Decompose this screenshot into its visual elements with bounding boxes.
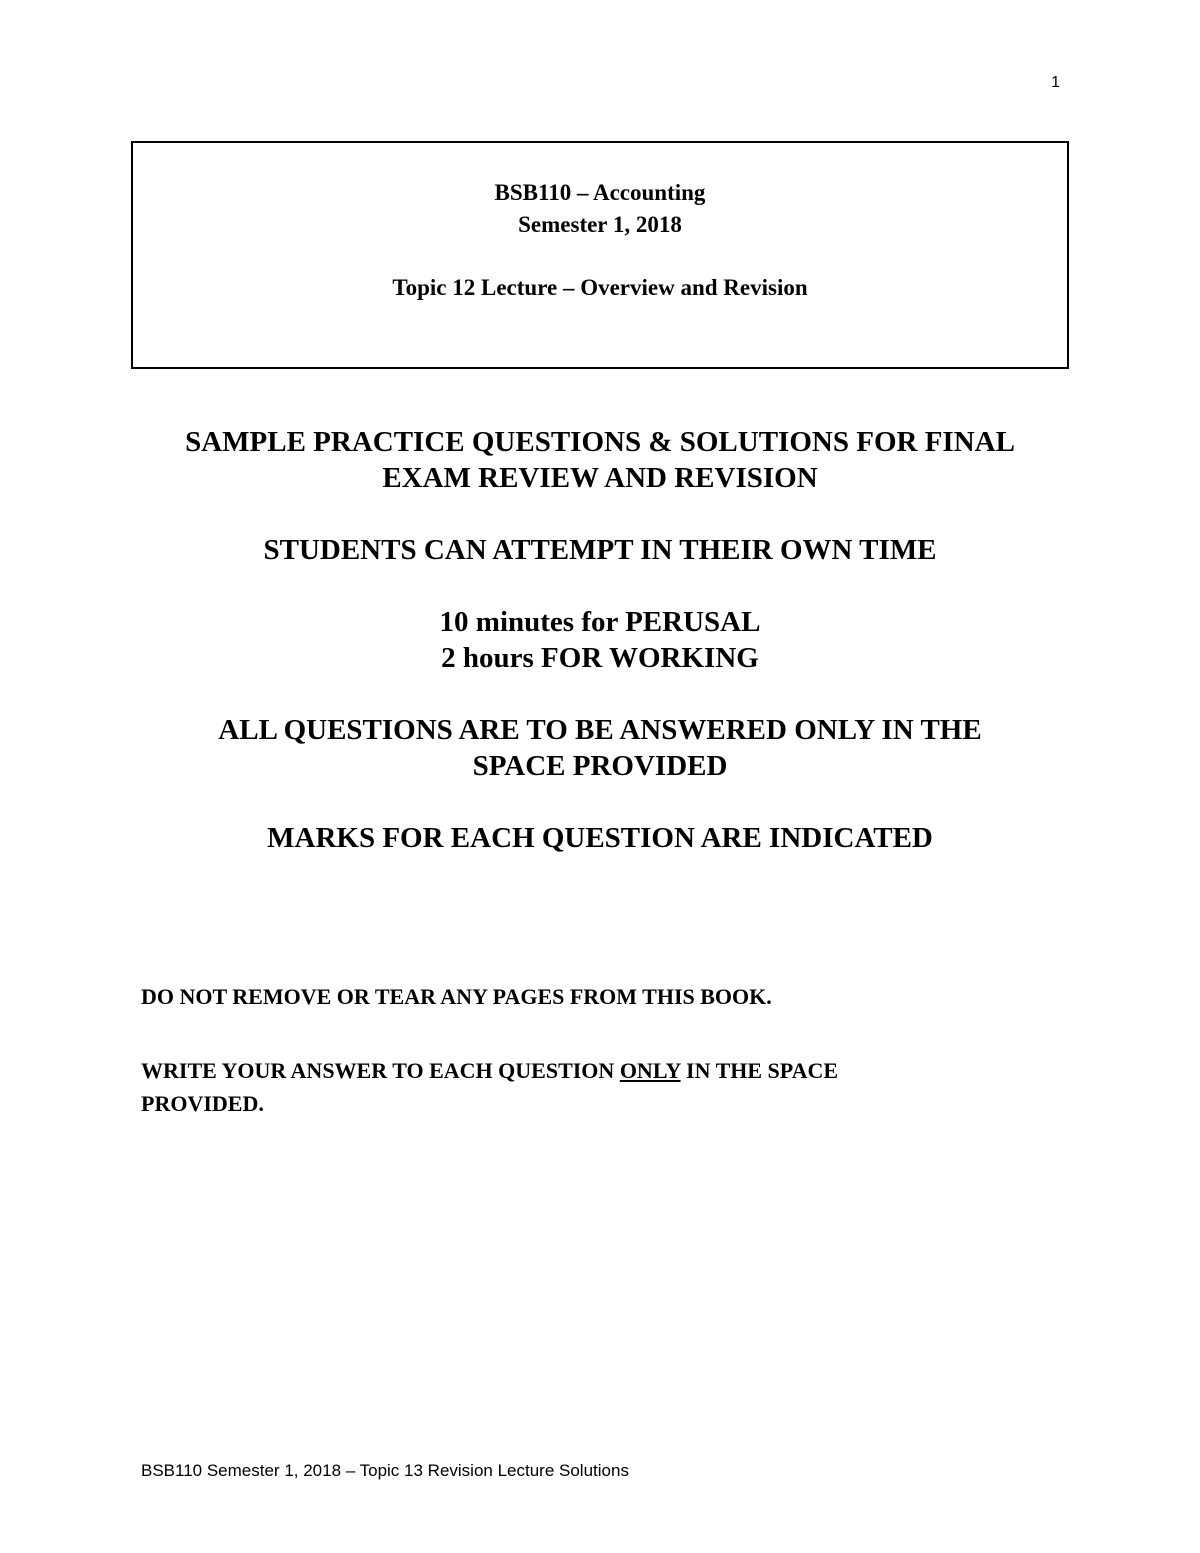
sample-heading-line1: SAMPLE PRACTICE QUESTIONS & SOLUTIONS FOR FINAL: [185, 426, 1015, 458]
do-not-remove-instruction: DO NOT REMOVE OR TEAR ANY PAGES FROM THIS BOOK.: [141, 984, 772, 1009]
answer-heading-line2: SPACE PROVIDED: [472, 750, 728, 782]
title-box: [131, 141, 1069, 369]
write-prefix: WRITE YOUR ANSWER TO EACH QUESTION: [141, 1058, 620, 1083]
topic-title: Topic 12 Lecture – Overview and Revision: [392, 275, 808, 300]
only-emphasis: ONLY: [619, 1058, 681, 1083]
write-answer-instruction: [141, 1054, 1041, 1120]
write-answer-line1: [141, 1054, 1041, 1087]
page-footer: BSB110 Semester 1, 2018 – Topic 13 Revision Lecture Solutions: [141, 1461, 629, 1480]
perusal-time: 10 minutes for PERUSAL: [439, 606, 761, 638]
course-title: BSB110 – Accounting: [494, 180, 706, 205]
sample-heading: [100, 424, 1100, 496]
answer-heading: [100, 712, 1100, 784]
time-heading: [100, 604, 1100, 676]
semester-label: Semester 1, 2018: [518, 212, 682, 237]
working-time: 2 hours FOR WORKING: [441, 642, 759, 674]
write-suffix: IN THE SPACE: [680, 1058, 839, 1083]
marks-heading: MARKS FOR EACH QUESTION ARE INDICATED: [267, 822, 933, 854]
write-answer-line2: PROVIDED.: [141, 1091, 264, 1116]
sample-heading-line2: EXAM REVIEW AND REVISION: [382, 462, 818, 494]
page-number: 1: [1051, 74, 1060, 91]
answer-heading-line1: ALL QUESTIONS ARE TO BE ANSWERED ONLY IN THE: [218, 714, 982, 746]
students-heading: STUDENTS CAN ATTEMPT IN THEIR OWN TIME: [263, 534, 937, 566]
